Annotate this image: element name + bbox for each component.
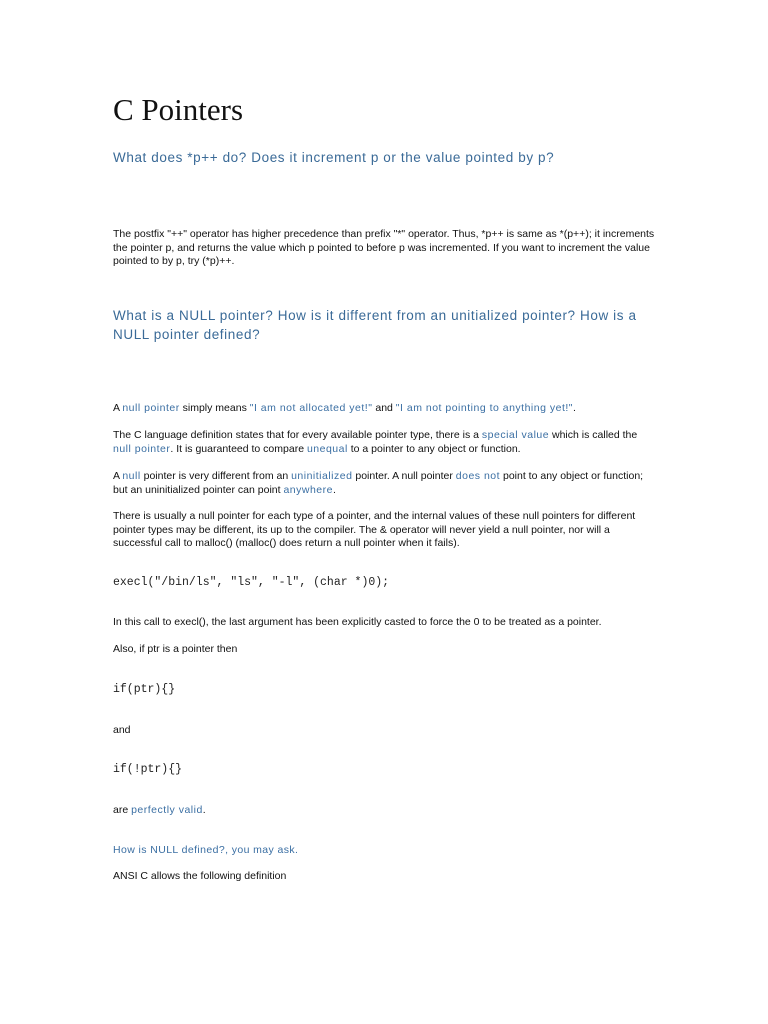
text: . [332, 483, 336, 496]
null-pointer-definition [113, 402, 658, 416]
question-heading-1: What does *p++ do? Does it increment p or the value pointed by p? [113, 150, 555, 165]
text: which is called the [549, 429, 638, 441]
highlight-quote-1: "I am not allocated yet!" [249, 402, 373, 414]
text: . [573, 402, 576, 414]
c-language-definition [113, 429, 658, 456]
answer-paragraph-1: The postfix "++" operator has higher precedence than prefix "*" operator. Thus, *p++ is same as *(p++); it increments the pointer p, and returns the value which p pointed to before p was incremented. If you want to increment the value pointed to by p, try (*p)++. [113, 228, 655, 267]
null-pointer-types-paragraph: There is usually a null pointer for each type of a pointer, and the internal values of these null pointers for different pointer types may be different, its up to the compiler. The & operator will never yield a null pointer, nor will a successful call to malloc() (malloc() does return a null pointer when it fails). [113, 510, 636, 549]
highlight-does-not: does not [455, 470, 501, 482]
text: pointer. A null pointer [352, 470, 456, 482]
text: to a pointer to any object or function. [347, 442, 521, 455]
highlight-uninitialized: uninitialized [291, 470, 353, 482]
text: A [113, 470, 123, 482]
highlight-unequal: unequal [306, 442, 348, 455]
highlight-special-value: special value [481, 429, 550, 441]
highlight-quote-2: "I am not pointing to anything yet!" [395, 402, 574, 414]
text: . It is guaranteed to compare [170, 442, 307, 455]
highlight-null-pointer-2: null pointer [113, 442, 171, 455]
text: simply means [179, 402, 250, 414]
highlight-null-pointer: null pointer [122, 402, 180, 414]
and-text: and [113, 724, 131, 736]
question-heading-2: What is a NULL pointer? How is it different from an unitialized pointer? How is a NULL pointer defined? [113, 308, 637, 342]
text: point to any object or function; but an uninitialized pointer can point [113, 470, 644, 496]
null-defined-question: How is NULL defined?, you may ask. [113, 844, 299, 856]
execl-explanation: In this call to execl(), the last argument has been explicitly casted to force the 0 to be treated as a pointer. [113, 616, 602, 628]
text: are [113, 804, 132, 816]
text: pointer is very different from an [140, 470, 292, 482]
ansi-c-definition: ANSI C allows the following definition [113, 870, 287, 882]
null-vs-uninitialized [113, 470, 658, 497]
perfectly-valid-line [113, 804, 658, 818]
text: A [113, 402, 123, 414]
code-execl: execl("/bin/ls", "ls", "-l", (char *)0); [113, 576, 390, 589]
ptr-intro: Also, if ptr is a pointer then [113, 643, 238, 655]
code-if-not-ptr: if(!ptr){} [113, 763, 183, 776]
highlight-perfectly-valid: perfectly valid [131, 804, 203, 816]
text: . [202, 804, 206, 816]
code-if-ptr: if(ptr){} [113, 683, 176, 696]
page-title: C Pointers [113, 92, 244, 127]
text: The C language definition states that for every available pointer type, there is a [113, 429, 482, 441]
text: and [372, 402, 396, 414]
highlight-anywhere: anywhere [283, 483, 333, 496]
highlight-null: null [122, 470, 141, 482]
